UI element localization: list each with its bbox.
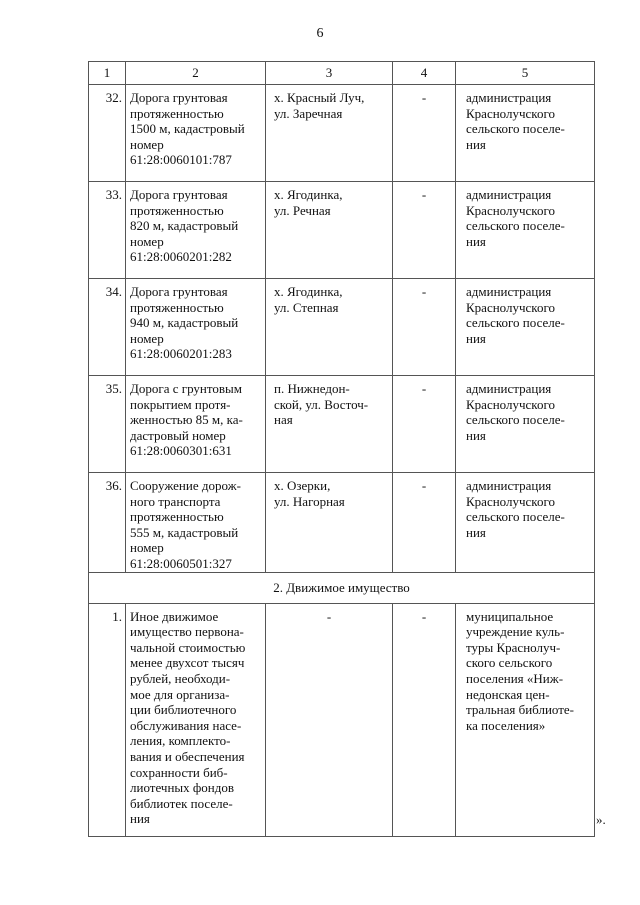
property-name: Дорога грунтовая протяженностью 820 м, кадастровый номер 61:28:0060201:282 xyxy=(126,182,266,279)
column-4-value: - xyxy=(393,85,456,182)
column-header-3: 3 xyxy=(266,62,393,85)
closing-quote-mark: ». xyxy=(596,812,606,827)
property-registry-table xyxy=(88,61,595,837)
column-4-value: - xyxy=(393,603,456,836)
property-owner: администрация Краснолучского сельского поселе- ния xyxy=(456,279,595,376)
property-owner: администрация Краснолучского сельского поселе- ния xyxy=(456,376,595,473)
property-name: Дорога грунтовая протяженностью 1500 м, кадастровый номер 61:28:0060101:787 xyxy=(126,85,266,182)
property-owner: администрация Краснолучского сельского поселе- ния xyxy=(456,473,595,573)
section-heading-row xyxy=(89,572,595,603)
table-row xyxy=(89,603,595,836)
column-header-4: 4 xyxy=(393,62,456,85)
property-address: х. Ягодинка, ул. Степная xyxy=(266,279,393,376)
table-row xyxy=(89,473,595,573)
table-row xyxy=(89,182,595,279)
property-name: Дорога грунтовая протяженностью 940 м, кадастровый номер 61:28:0060201:283 xyxy=(126,279,266,376)
property-name: Сооружение дорож- ного транспорта протяженностью 555 м, кадастровый номер 61:28:0060501:327 xyxy=(126,473,266,573)
page-number: 6 xyxy=(316,26,324,41)
property-owner: администрация Краснолучского сельского поселе- ния xyxy=(456,182,595,279)
column-header-5: 5 xyxy=(456,62,595,85)
table-row xyxy=(89,85,595,182)
row-number: 32. xyxy=(89,85,126,182)
column-4-value: - xyxy=(393,473,456,573)
row-number: 35. xyxy=(89,376,126,473)
column-4-value: - xyxy=(393,279,456,376)
property-address: п. Нижнедон- ской, ул. Восточ- ная xyxy=(266,376,393,473)
row-number: 1. xyxy=(89,603,126,836)
table-row xyxy=(89,279,595,376)
property-address: х. Озерки, ул. Нагорная xyxy=(266,473,393,573)
property-name: Дорога с грунтовым покрытием протя- женностью 85 м, ка- дастровый номер 61:28:0060301:631 xyxy=(126,376,266,473)
property-address: х. Ягодинка, ул. Речная xyxy=(266,182,393,279)
column-header-1: 1 xyxy=(89,62,126,85)
column-4-value: - xyxy=(393,182,456,279)
row-number: 33. xyxy=(89,182,126,279)
property-address: - xyxy=(266,603,393,836)
table-row xyxy=(89,376,595,473)
row-number: 36. xyxy=(89,473,126,573)
row-number: 34. xyxy=(89,279,126,376)
column-header-2: 2 xyxy=(126,62,266,85)
table-header-row xyxy=(89,62,595,85)
property-name: Иное движимое имущество первона- чальной стоимостью менее двухсот тысяч рублей, необходи- мое для организа- ции библиотечного обслуживания насе- ления, комплекто- вания и обеспечения сохранности биб- лиотечных фондов библиотек поселе- ния xyxy=(126,603,266,836)
section-title: 2. Движимое имущество xyxy=(89,572,595,603)
property-owner: муниципальное учреждение куль- туры Краснолуч- ского сельского поселения «Ниж- недонская цен- тральная библиоте- ка поселения» xyxy=(456,603,595,836)
column-4-value: - xyxy=(393,376,456,473)
property-owner: администрация Краснолучского сельского поселе- ния xyxy=(456,85,595,182)
property-address: х. Красный Луч, ул. Заречная xyxy=(266,85,393,182)
